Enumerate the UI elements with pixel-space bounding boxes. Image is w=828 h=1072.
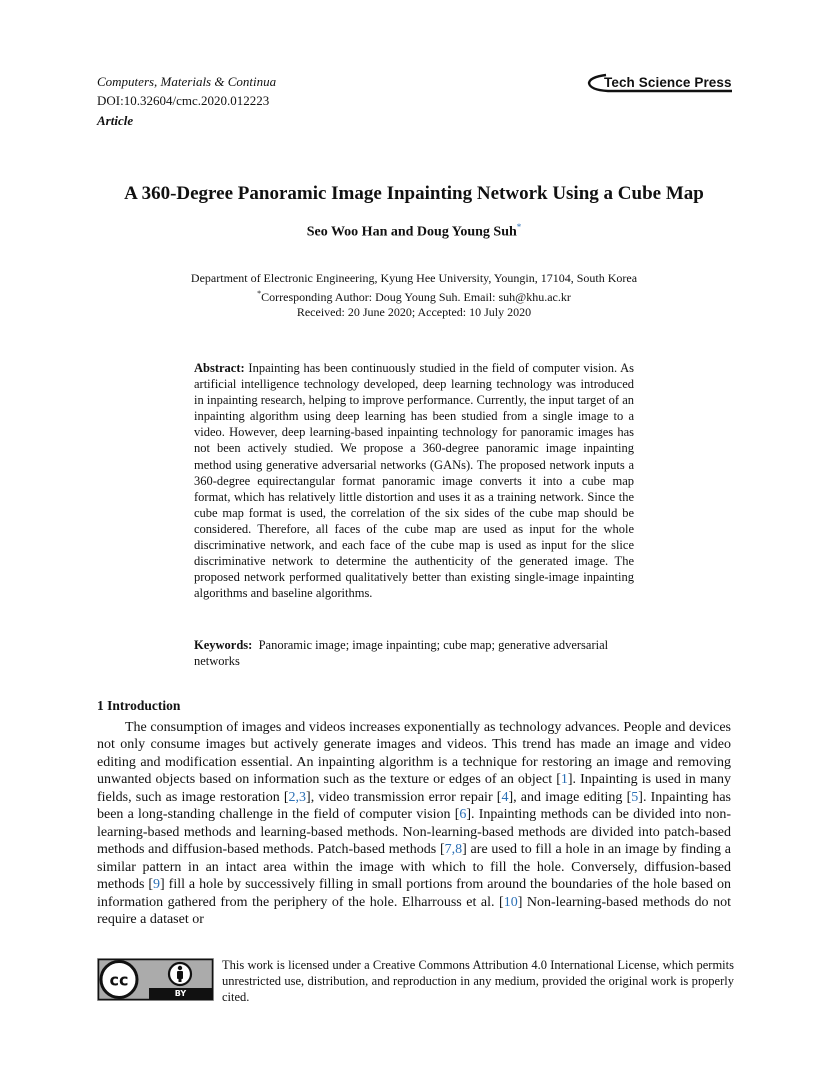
author-list bbox=[0, 222, 828, 241]
affiliation-block bbox=[0, 271, 828, 320]
abstract-label: Abstract: bbox=[194, 361, 245, 375]
body-text bbox=[97, 719, 731, 928]
license-text: This work is licensed under a Creative Commons Attribution 4.0 International License, which permits unrestricted use, distribution, and reproduction in any medium, provided the original work is properly cited. bbox=[222, 958, 734, 1004]
text-segment: ]. Inpainting methods can be divided into non-learning-based methods and learning-based methods. Non-learning-based methods are divided into patch-based methods and diffusion-based methods. Patch-based methods [ bbox=[97, 807, 731, 858]
text-segment: ]. Inpainting has been a long-standing challenge in the field of computer vision [ bbox=[97, 789, 731, 823]
cc-by-badge bbox=[97, 958, 214, 1001]
corresponding-mark: * bbox=[257, 289, 262, 298]
paper-title: A 360-Degree Panoramic Image Inpainting Network Using a Cube Map bbox=[124, 183, 704, 204]
keywords bbox=[194, 637, 634, 669]
text-segment: ] Non-learning-based methods do not require a dataset or bbox=[97, 894, 731, 927]
text-segment: ], video transmission error repair [ bbox=[306, 789, 502, 805]
text-segment: ] are used to fill a hole in an image by finding a similar pattern in an intact area within the image with which to fill the hole. Conversely, diffusion-based methods [ bbox=[97, 842, 732, 893]
citation-link[interactable]: 1 bbox=[560, 772, 568, 788]
department: Department of Electronic Engineering, Kyung Hee University, Youngin, 17104, South Korea bbox=[190, 271, 638, 285]
svg-text:cc: cc bbox=[109, 970, 129, 990]
citation-link[interactable]: 5 bbox=[631, 789, 639, 805]
cc-by-label: BY bbox=[174, 989, 187, 998]
text-segment: ]. Inpainting is used in many fields, such as image restoration [ bbox=[97, 772, 731, 805]
abstract bbox=[194, 360, 634, 601]
article-type: Article bbox=[97, 113, 134, 128]
doi: DOI:10.32604/cmc.2020.012223 bbox=[97, 93, 270, 108]
dates: Received: 20 June 2020; Accepted: 10 July 2020 bbox=[296, 305, 532, 319]
text-segment: ] fill a hole by successively filling in small portions from around the boundaries of the hole based on information gathered from the periphery of the hole. Elharrouss et al. [ bbox=[97, 877, 731, 910]
authors: Seo Woo Han and Doug Young Suh bbox=[306, 224, 517, 240]
corresponding-author bbox=[0, 286, 828, 305]
publisher-name: Tech Science Press bbox=[604, 75, 732, 90]
citation-link[interactable]: 4 bbox=[501, 789, 509, 805]
citation-link[interactable]: 9 bbox=[153, 877, 161, 893]
citation-link[interactable]: 6 bbox=[459, 807, 467, 823]
intro-paragraph bbox=[97, 719, 731, 928]
citation-link[interactable]: 7,8 bbox=[444, 842, 463, 858]
keywords-label: Keywords: bbox=[194, 638, 253, 652]
text-segment: ], and image editing [ bbox=[508, 789, 632, 805]
text-segment: The consumption of images and videos increases exponentially as technology advances. People and devices not only consume images but actively generate images and videos. This trend has made an image and video editing and modification essential. An inpainting algorithm is a technique for restoring an image and removing unwanted objects based on information such as the texture or edges of an object [ bbox=[97, 720, 731, 788]
citation-link[interactable]: 2,3 bbox=[288, 789, 307, 805]
corresponding-text: Corresponding Author: Doug Young Suh. Email: suh@khu.ac.kr bbox=[261, 290, 571, 304]
citation-link[interactable]: 10 bbox=[503, 894, 518, 910]
author-mark: * bbox=[516, 222, 522, 232]
abstract-text: Inpainting has been continuously studied in the field of computer vision. As artificial intelligence technology developed, deep learning technology was introduced in inpainting research, helping to improve performance. Currently, the input target of an inpainting algorithm using deep learning has been studied from a single image to a video. However, deep learning-based inpainting technology for panoramic images has not been actively studied. We propose a 360-degree panoramic image inpainting method using generative adversarial networks (GANs). The proposed network inputs a 360-degree equirectangular format panoramic image converts it into a cube map format, which has relatively little distortion and uses it as a training network. Since the cube map format is used, the correlation of the six sides of the cube map should be considered. Therefore, all faces of the cube map are used as input for the whole discriminative network, and each face of the cube map is used as input for the slice discriminative network to determine the authenticity of the generated image. The proposed network performed qualitatively better than existing single-image inpainting algorithms and baseline algorithms. bbox=[194, 361, 635, 601]
journal-name: Computers, Materials & Continua bbox=[97, 74, 277, 89]
keywords-text: Panoramic image; image inpainting; cube map; generative adversarial networks bbox=[194, 638, 609, 669]
publisher-logo bbox=[586, 73, 734, 93]
section-heading: 1 Introduction bbox=[97, 698, 181, 713]
